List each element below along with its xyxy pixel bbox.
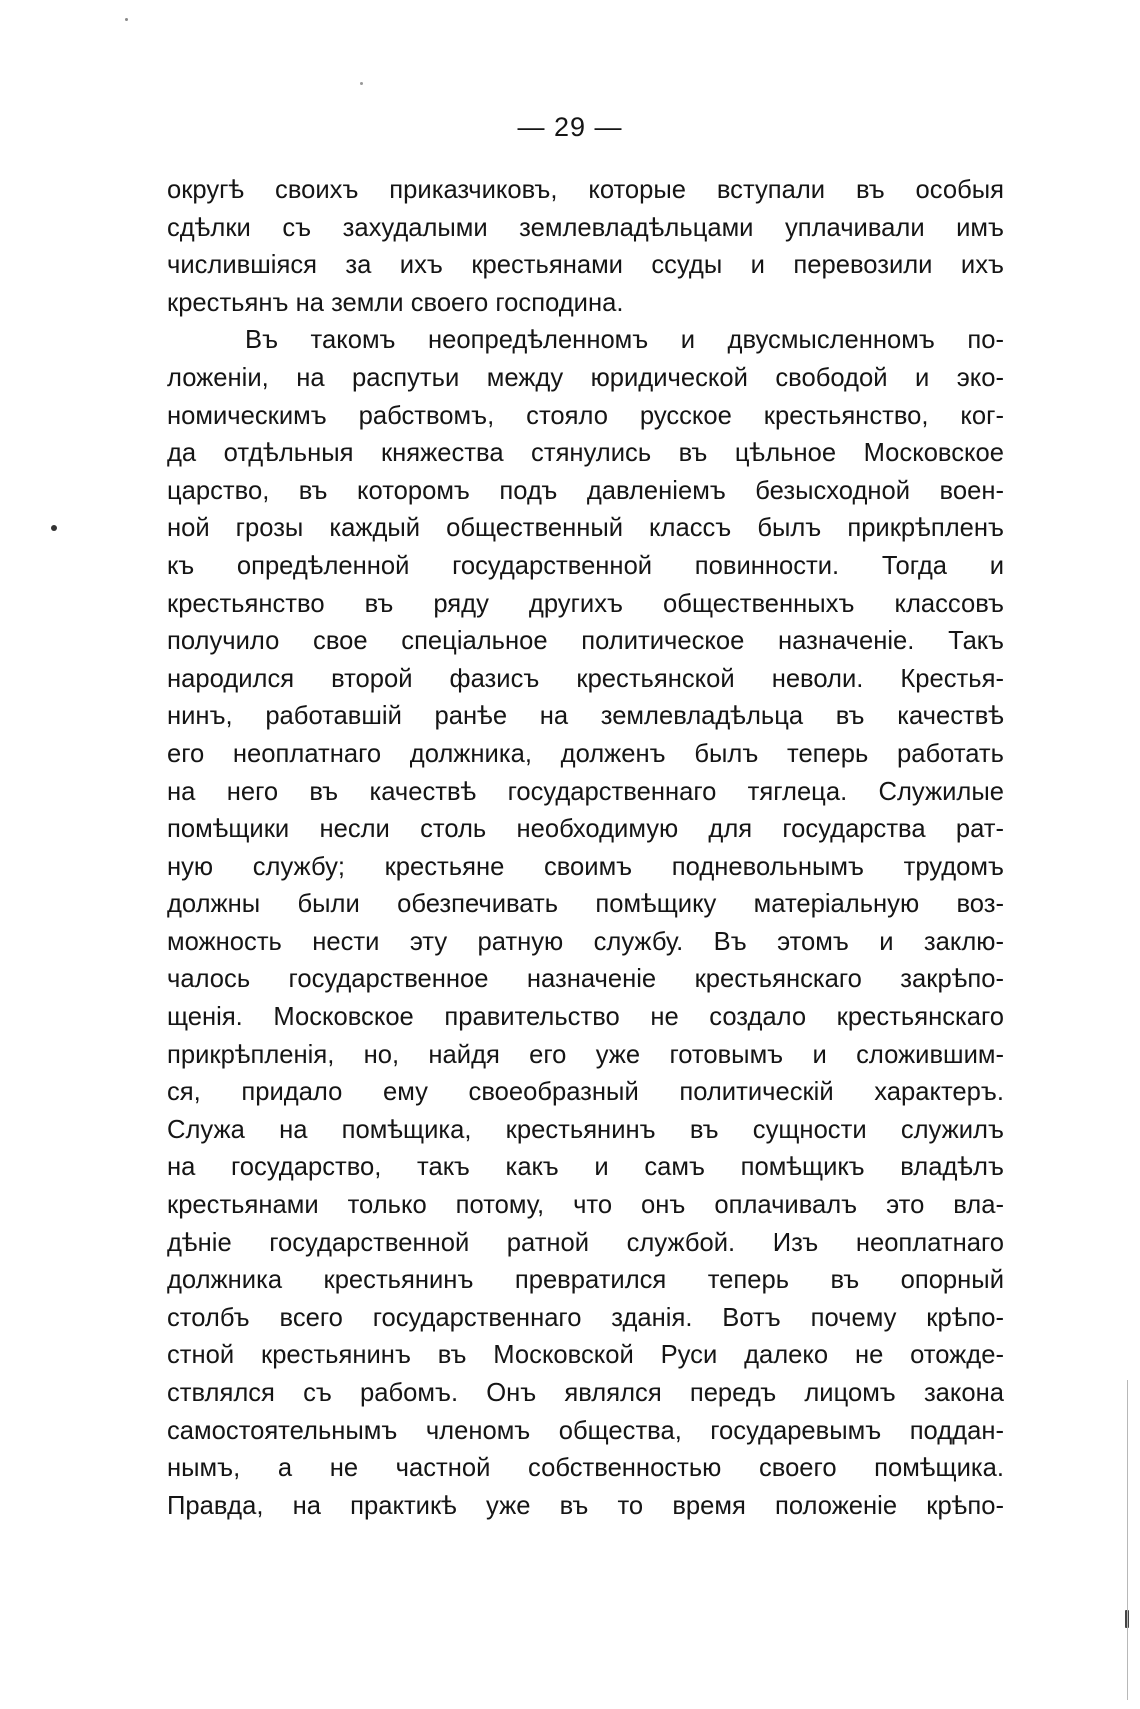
text-line: ся, придало ему своеобразный политическій характеръ.	[167, 1078, 1004, 1107]
text-line: на государство, такъ какъ и самъ помѣщикъ владѣлъ	[167, 1153, 1004, 1182]
text-line: къ опредѣленной государственной повинности. Тогда и	[167, 551, 1004, 580]
text-line: да отдѣльныя княжества стянулись въ цѣльное Московское	[167, 439, 1004, 468]
text-line: помѣщики несли столь необходимую для государства рат-	[167, 815, 1004, 844]
text-line: Въ такомъ неопредѣленномъ и двусмысленномъ по-	[245, 326, 1004, 355]
text-line: ную службу; крестьяне своимъ подневольнымъ трудомъ	[167, 852, 1004, 881]
text-line: ной грозы каждый общественный классъ былъ прикрѣпленъ	[167, 514, 1004, 543]
text-line: должны были обезпечивать помѣщику матеріальную воз-	[167, 890, 1004, 919]
body-text	[167, 172, 1004, 1525]
scan-speck	[51, 525, 57, 531]
text-line: номическимъ рабствомъ, стояло русское крестьянство, ког-	[167, 401, 1004, 430]
text-line: ствлялся съ рабомъ. Онъ являлся передъ лицомъ закона	[167, 1379, 1004, 1407]
text-line: можность нести эту ратную службу. Въ этомъ и заклю-	[167, 927, 1004, 956]
text-line: числившіяся за ихъ крестьянами ссуды и перевозили ихъ	[167, 251, 1004, 280]
text-line: должника крестьянинъ превратился теперь въ опорный	[167, 1266, 1004, 1295]
text-line: ложеніи, на распутьи между юридической свободой и эко-	[167, 363, 1004, 392]
text-line: народился второй фазисъ крестьянской неволи. Крестья-	[167, 664, 1004, 693]
page-number: — 29 —	[517, 112, 623, 142]
text-line: столбъ всего государственнаго зданія. Вотъ почему крѣпо-	[167, 1303, 1004, 1332]
text-line: самостоятельнымъ членомъ общества, государевымъ поддан-	[167, 1416, 1004, 1445]
text-line: дѣніе государственной ратной службой. Изъ неоплатнаго	[167, 1228, 1004, 1257]
text-line: нымъ, а не частной собственностью своего помѣщика.	[167, 1454, 1004, 1483]
text-line: его неоплатнаго должника, долженъ былъ теперь работать	[167, 739, 1004, 768]
scan-edge-line	[1127, 1380, 1128, 1700]
text-line: крестьянами только потому, что онъ оплачивалъ это вла-	[167, 1191, 1004, 1220]
text-line: крестьянъ на земли своего господина.	[167, 288, 624, 317]
scan-speck	[360, 82, 363, 85]
text-line: Правда, на практикѣ уже въ то время положеніе крѣпо-	[167, 1491, 1004, 1520]
text-line: сдѣлки съ захудалыми землевладѣльцами уплачивали имъ	[167, 213, 1004, 242]
scan-speck	[125, 18, 128, 21]
text-line: округѣ своихъ приказчиковъ, которые вступали въ особыя	[167, 176, 1004, 204]
text-line: прикрѣпленія, но, найдя его уже готовымъ и сложившим-	[167, 1040, 1004, 1069]
text-line: царство, въ которомъ подъ давленіемъ безысходной воен-	[167, 476, 1004, 505]
text-line: чалось государственное назначеніе крестьянскаго закрѣпо-	[167, 965, 1004, 994]
text-line: на него въ качествѣ государственнаго тяглеца. Служилые	[167, 777, 1004, 806]
text-line: Служа на помѣщика, крестьянинъ въ сущности служилъ	[167, 1115, 1004, 1144]
text-line: щенія. Московское правительство не создало крестьянскаго	[167, 1003, 1004, 1032]
text-line: крестьянство въ ряду другихъ общественныхъ классовъ	[167, 589, 1004, 618]
text-line: нинъ, работавшій ранѣе на землевладѣльца въ качествѣ	[167, 702, 1004, 731]
text-line: получило свое спеціальное политическое назначеніе. Такъ	[167, 627, 1004, 656]
text-line: стной крестьянинъ въ Московской Руси далеко не отожде-	[167, 1341, 1004, 1370]
